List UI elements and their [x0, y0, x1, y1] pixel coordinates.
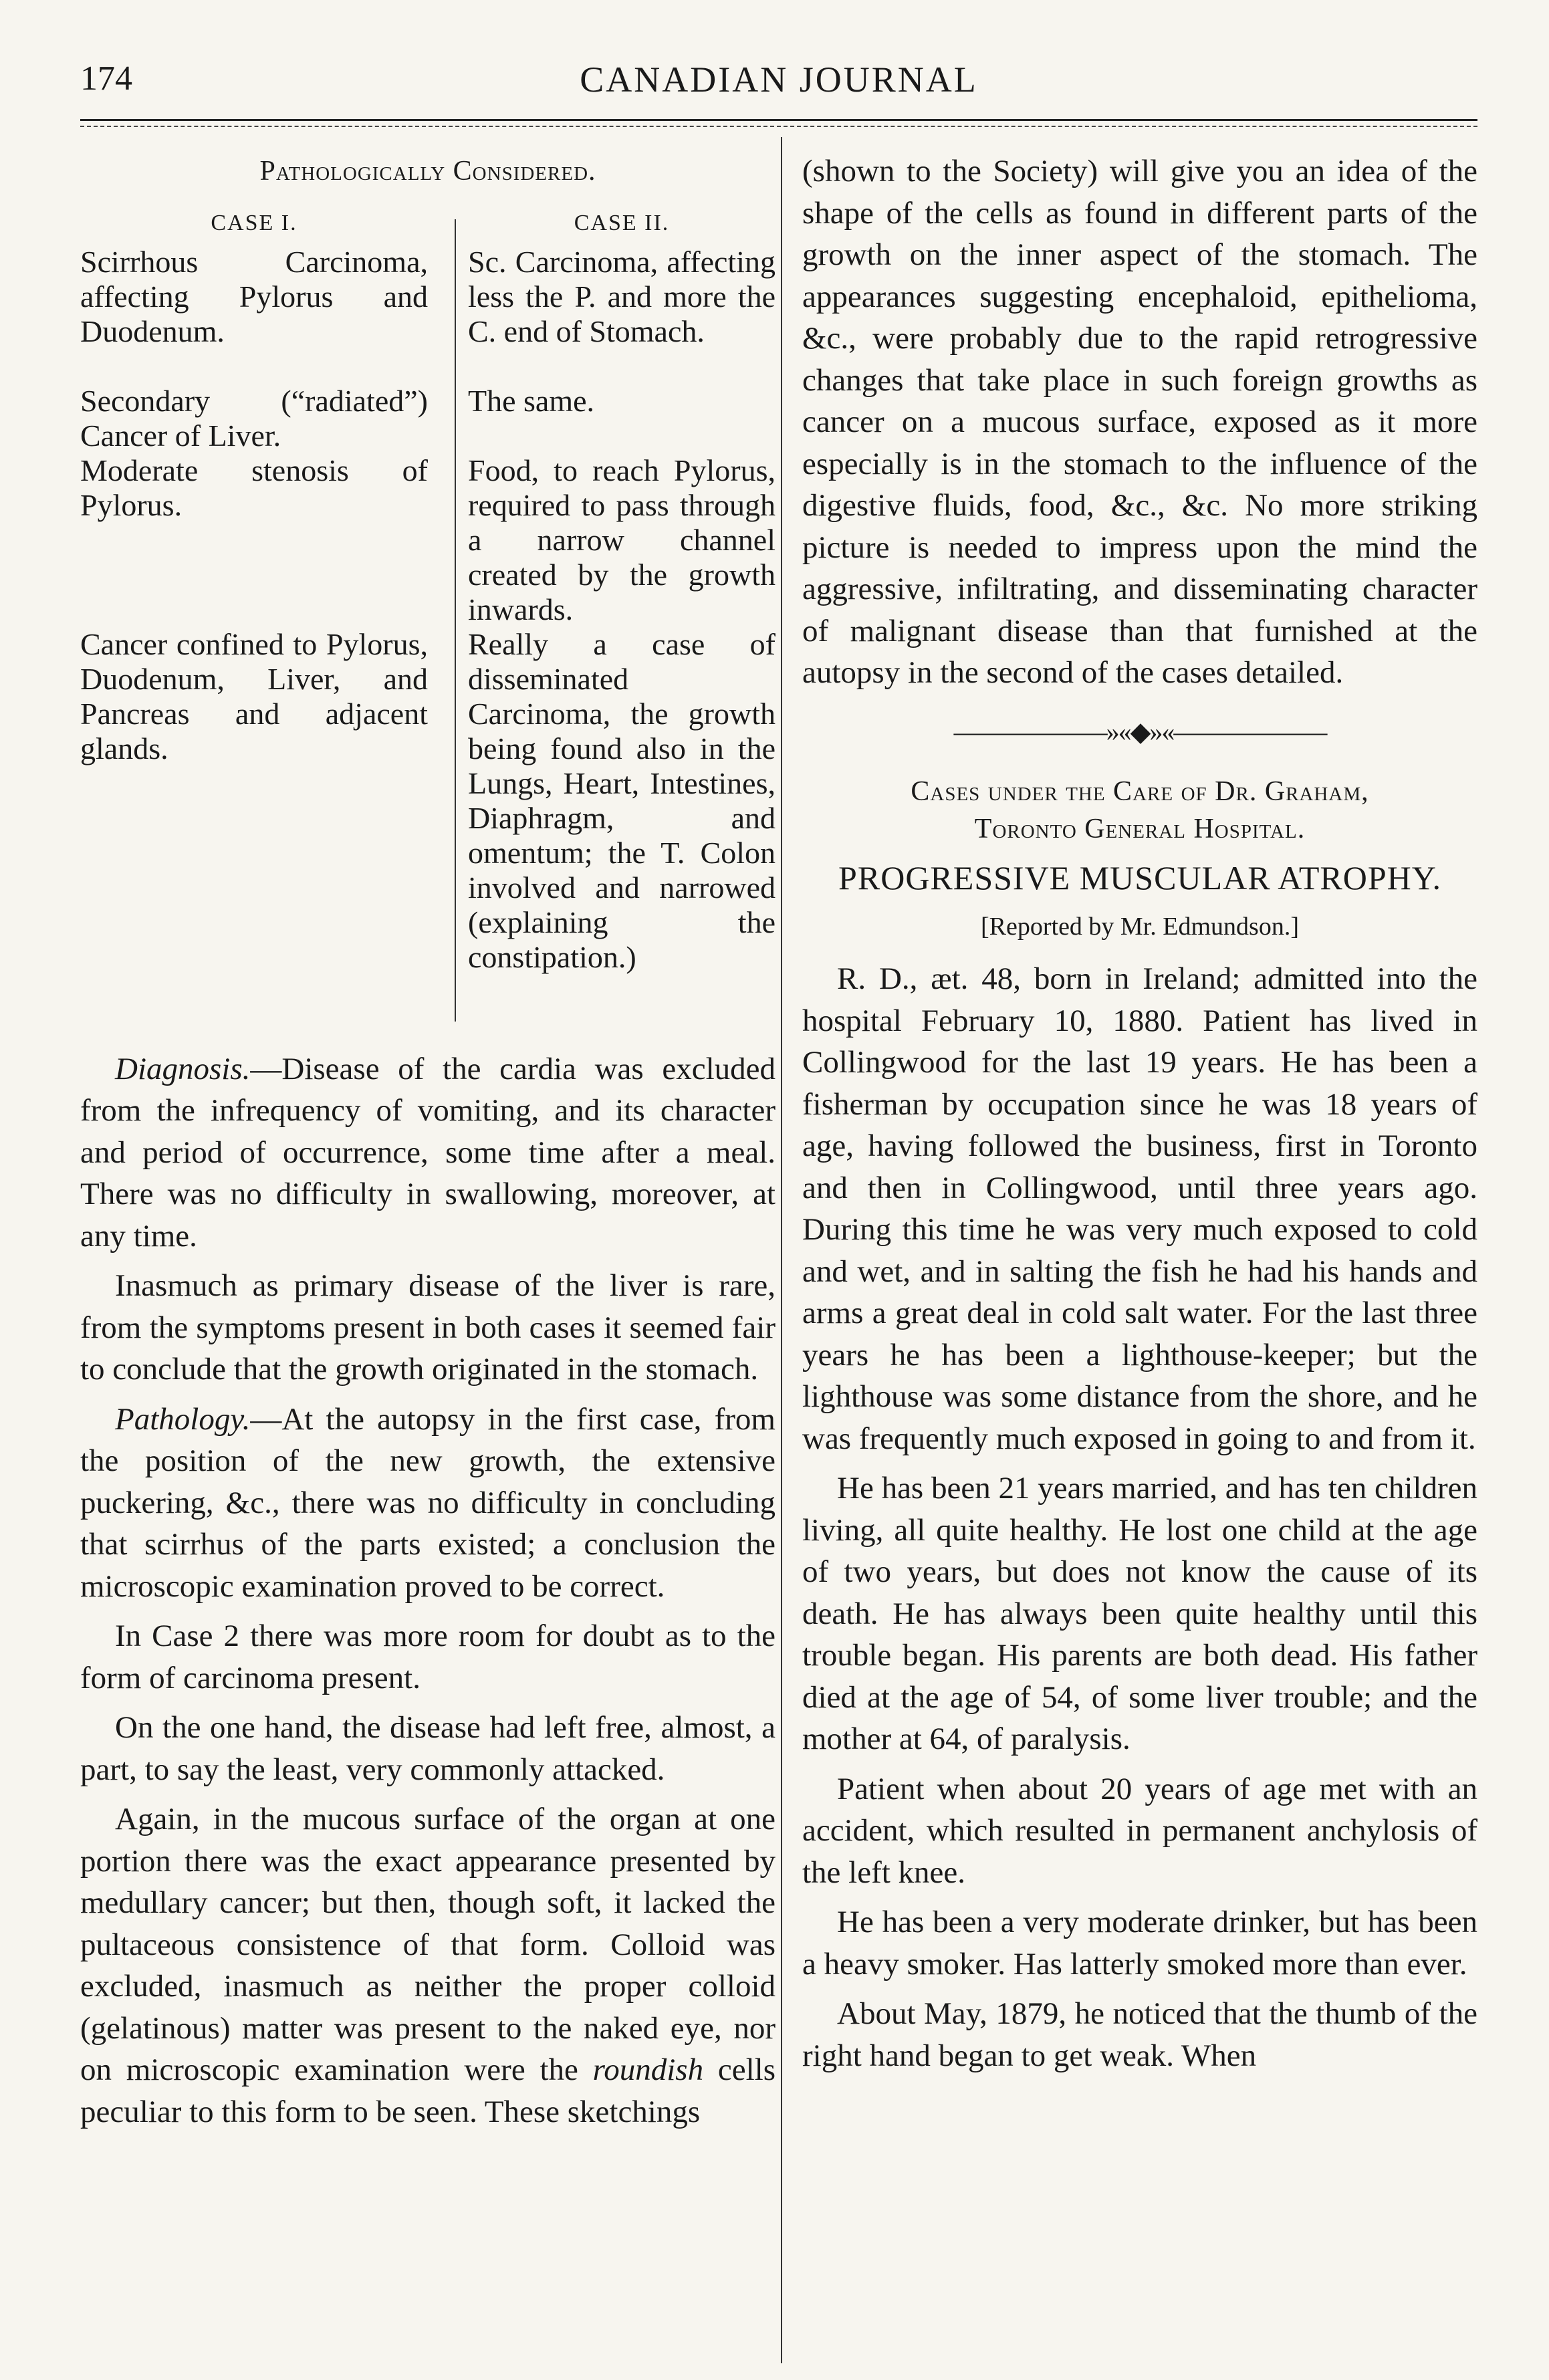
section-title: Pathologically Considered. [259, 156, 596, 187]
case-1-row-1: Scirrhous Carcinoma, affecting Pylorus and Duodenum. [80, 244, 428, 348]
cases-comparison-table [80, 206, 776, 1048]
paragraph-5: About May, 1879, he noticed that the thumb of the right hand began to get weak. When [802, 1996, 1477, 2073]
pathology-paragraph [80, 1399, 776, 1608]
paragraph-1: R. D., æt. 48, born in Ireland; admitted into the hospital February 10, 1880. Patient has lived in Collingwood for the last 19 years. He has been a fisherman by occupation since he was 18 years of age, having followed the business, first in Toronto and then in Collingwood, until three years ago. During this time he was very much exposed to cold and wet, and in salting the fish he had his hands and arms a great deal in cold salt water. For the last three years he has been a lighthouse-keeper; but the lighthouse was some distance from the shore, and he was frequently much exposed in going to and from it. [802, 961, 1477, 1456]
case-1-heading: CASE I. [211, 210, 297, 235]
column-divider [781, 137, 782, 2363]
reported-by: [Reported by Mr. Edmundson.] [980, 912, 1299, 941]
header-rule-dashed [80, 126, 1477, 127]
cases-heading-line-2: Toronto General Hospital. [974, 814, 1306, 844]
case-2-heading: CASE II. [574, 210, 670, 235]
case-2-row-1: Sc. Carcinoma, affecting less the P. and more the C. end of Stomach. [468, 244, 776, 348]
case-2-row-3: Food, to reach Pylorus, required to pass through a narrow channel created by the growth inwards. [468, 453, 776, 626]
table-divider [455, 219, 456, 1022]
case-1-column [80, 206, 428, 766]
pathology-label: Pathology. [115, 1401, 251, 1437]
case-2-row-4: Really a case of disseminated Carcinoma, the growth being found also in the Lungs, Heart, Intestines, Diaphragm, and omentum; the T. Colon involved and narrowed (explaining the constipation.) [468, 626, 776, 974]
running-title: CANADIAN JOURNAL [580, 60, 978, 100]
page-number: 174 [80, 60, 132, 98]
paragraph-4: He has been a very moderate drinker, but has been a heavy smoker. Has latterly smoked more than ever. [802, 1905, 1477, 1982]
paragraph-one-hand: On the one hand, the disease had left free, almost, a part, to say the least, very commonly attacked. [80, 1710, 776, 1787]
paragraph-2: He has been 21 years married, and has ten children living, all quite healthy. He lost one child at the age of two years, but does not know the cause of its death. He has always been quite healthy until this trouble began. His parents are both dead. His father died at the age of 54, of some liver trouble; and the mother at 64, of paralysis. [802, 1471, 1477, 1756]
article-title: PROGRESSIVE MUSCULAR ATROPHY. [838, 859, 1441, 897]
case-1-row-4: Cancer confined to Pylorus, Duodenum, Liver, and Pancreas and adjacent glands. [80, 626, 428, 765]
header-rule [80, 119, 1477, 121]
case-1-row-3: Moderate stenosis of Pylorus. [80, 453, 428, 522]
case-1-row-2: Secondary (“radiated”) Cancer of Liver. [80, 383, 428, 453]
right-column [802, 150, 1477, 2085]
continued-paragraph: (shown to the Society) will give you an idea of the shape of the cells as found in different parts of the growth on the inner aspect of the stomach. The appearances suggesting encephaloid, epithelioma, &c., were probably due to the rapid retrogressive changes that take place in such foreign growths as cancer on a mucous surface, exposed as it more especially is in the stomach to the influence of the digestive fluids, food, &c., &c. No more striking picture is needed to impress upon the mind the aggressive, infiltrating, and disseminating character of malignant disease than that furnished at the autopsy in the second of the cases detailed. [802, 154, 1477, 690]
paragraph-3: Patient when about 20 years of age met with an accident, which resulted in permanent anchylosis of the left knee. [802, 1771, 1477, 1890]
paragraph-inasmuch: Inasmuch as primary disease of the liver is rare, from the symptoms present in both cases it seemed fair to conclude that the growth originated in the stomach. [80, 1268, 776, 1387]
cases-heading [802, 773, 1477, 848]
diagnosis-paragraph [80, 1048, 776, 1258]
page-header [80, 59, 1477, 112]
paragraph-again-text-1: Again, in the mucous surface of the organ at one portion there was the exact appearance presented by medullary cancer; but then, though soft, it lacked the pultaceous consistence of that form. Colloid was excluded, inasmuch as neither the proper colloid (gelatinous) matter was present to the naked eye, nor on microscopic examination were the [80, 1802, 776, 2087]
paragraph-again-italic: roundish [592, 2052, 704, 2087]
section-ornament: ——————»«◆»«—————— [953, 716, 1326, 747]
case-2-column [468, 206, 776, 975]
diagnosis-text: —Disease of the cardia was excluded from the infrequency of vomiting, and its character and period of occurrence, some time after a meal. There was no difficulty in swallowing, moreover, at any time. [80, 1051, 776, 1254]
case-2-row-2: The same. [468, 383, 595, 418]
cases-heading-line-1: Cases under the Care of Dr. Graham, [911, 776, 1369, 807]
paragraph-case-2: In Case 2 there was more room for doubt as to the form of carcinoma present. [80, 1619, 776, 1695]
diagnosis-label: Diagnosis. [115, 1051, 251, 1086]
paragraph-again-text-2: cells peculiar to this form to be seen. These sketchings [80, 2052, 776, 2129]
paragraph-again [80, 1798, 776, 2133]
left-column [80, 150, 776, 2141]
pathology-text: —At the autopsy in the first case, from the position of the new growth, the extensive puckering, &c., there was no difficulty in concluding that scirrhus of the parts existed; a conclusion the microscopic examination proved to be correct. [80, 1401, 776, 1604]
